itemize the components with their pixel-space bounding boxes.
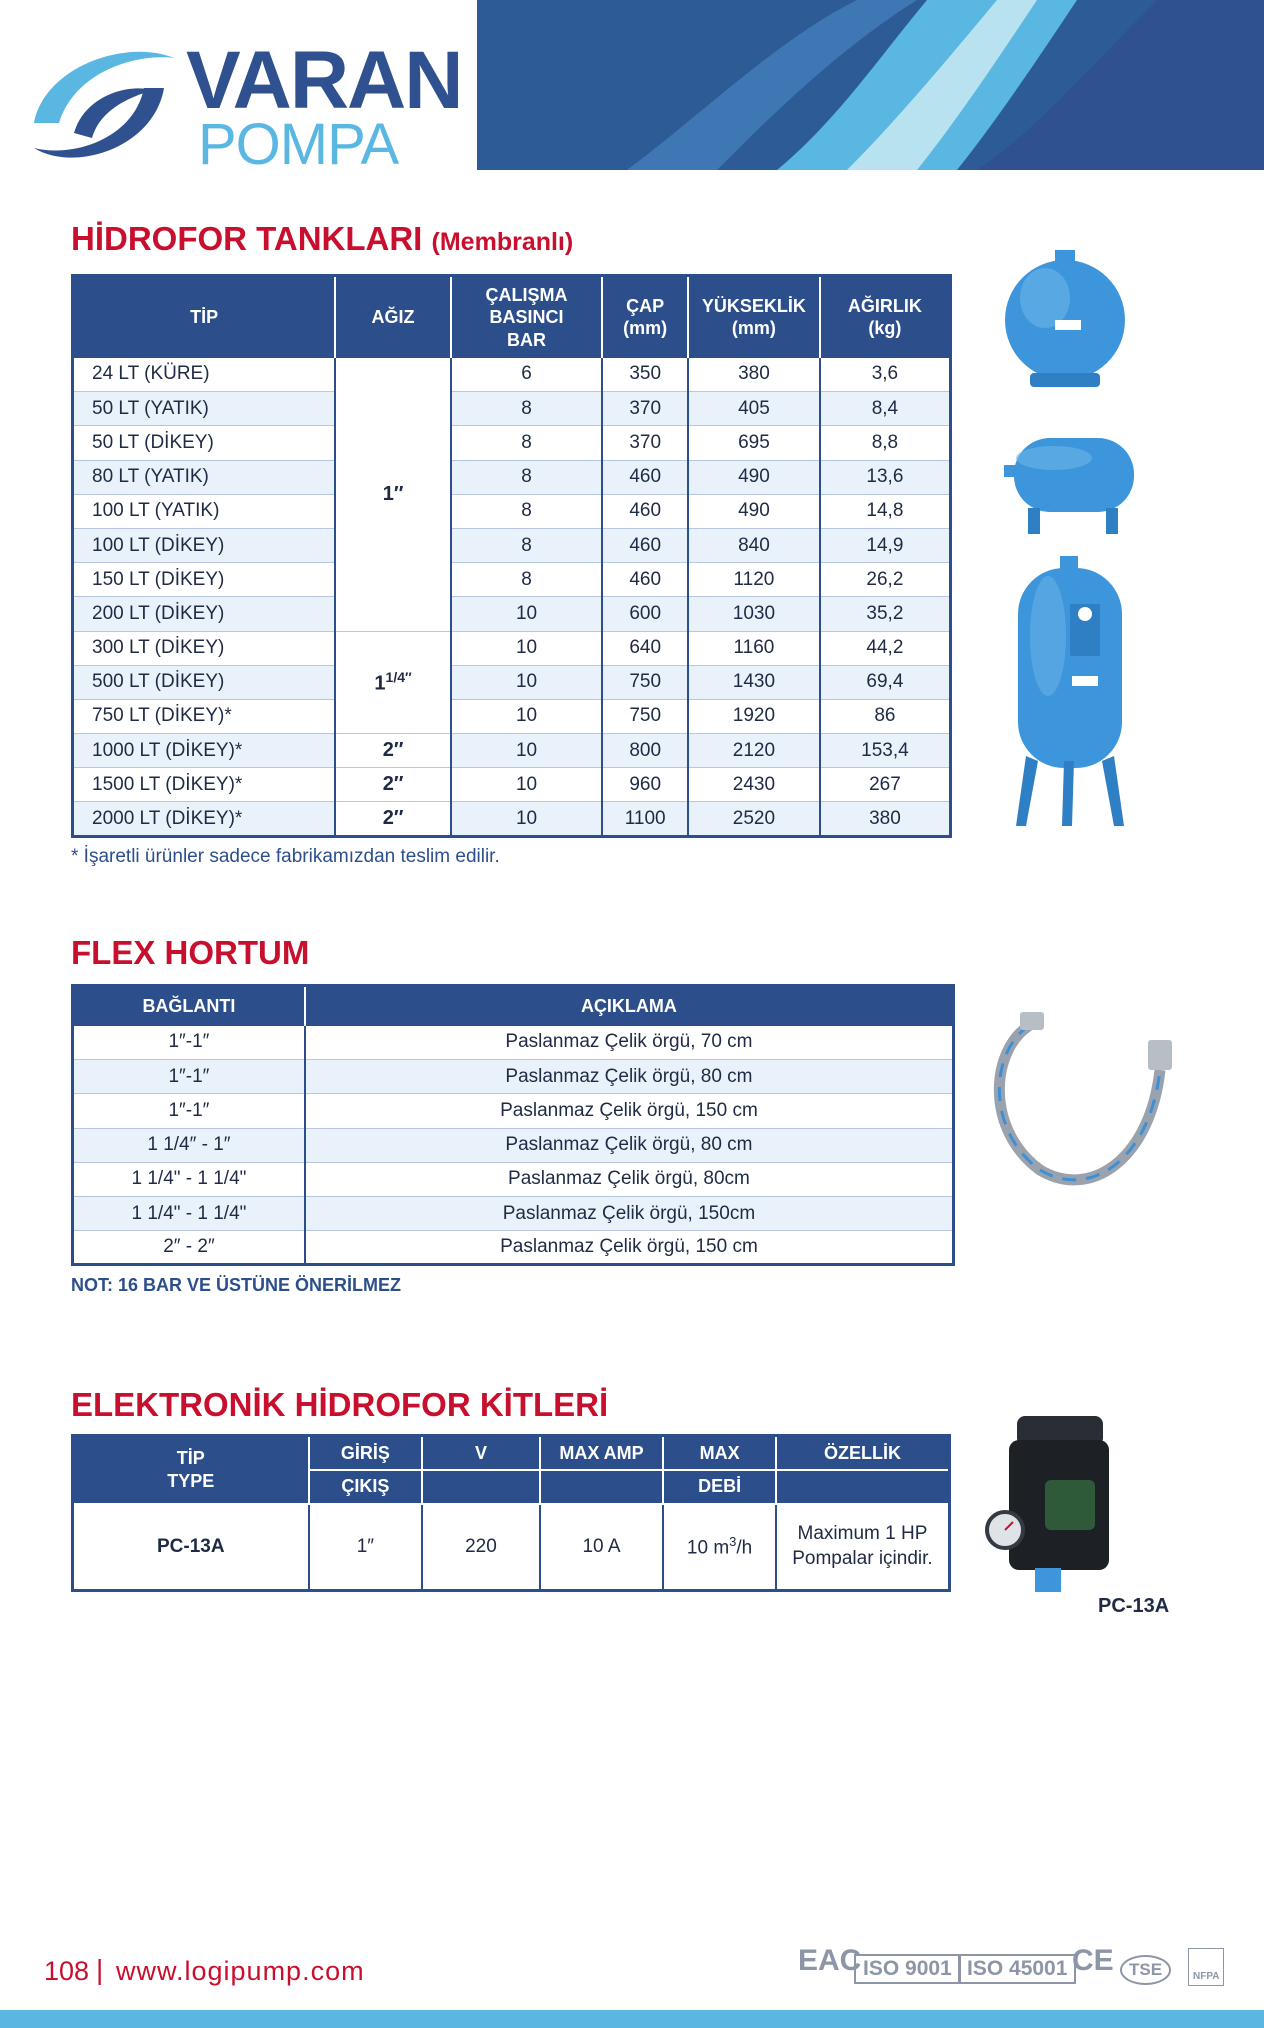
col-ozellik-blank	[776, 1470, 950, 1504]
col-cap	[602, 276, 688, 358]
cell-cap: 460	[602, 528, 688, 562]
cell-bar: 8	[451, 563, 603, 597]
cell-tip: 50 LT (DİKEY)	[73, 426, 336, 460]
ce-mark: CE	[1072, 1944, 1114, 1977]
flex-table	[71, 984, 955, 1266]
table-row	[73, 563, 951, 597]
col-cap-l2: (mm)	[623, 318, 668, 339]
cell-yukseklik: 840	[688, 528, 820, 562]
cell-aciklama: Paslanmaz Çelik örgü, 80cm	[305, 1162, 954, 1196]
cell-bar: 8	[451, 460, 603, 494]
tanks-section-title	[71, 222, 573, 255]
cell-aciklama: Paslanmaz Çelik örgü, 70 cm	[305, 1026, 954, 1060]
cell-cap: 460	[602, 494, 688, 528]
col-yukseklik	[688, 276, 820, 358]
kits-header-row-1	[73, 1436, 950, 1470]
cell-yukseklik: 490	[688, 460, 820, 494]
cell-tip: 500 LT (DİKEY)	[73, 665, 336, 699]
cell-cap: 350	[602, 358, 688, 392]
cell-kit-ozellik	[776, 1504, 950, 1591]
col-cap-l1: ÇAP	[626, 295, 665, 316]
cell-baglanti: 1″-1″	[73, 1026, 305, 1060]
cell-agirlik: 3,6	[820, 358, 951, 392]
horizontal-tank-image	[1004, 420, 1142, 540]
table-row	[73, 392, 951, 426]
cell-baglanti: 1 1/4" - 1 1/4"	[73, 1196, 305, 1230]
cell-agirlik: 8,4	[820, 392, 951, 426]
cell-aciklama: Paslanmaz Çelik örgü, 150cm	[305, 1196, 954, 1230]
col-aciklama: AÇIKLAMA	[305, 986, 954, 1026]
col-agiz: AĞIZ	[335, 276, 450, 358]
tanks-footnote: * İşaretli ürünler sadece fabrikamızdan teslim edilir.	[71, 846, 500, 867]
table-row	[73, 1026, 954, 1060]
cell-bar: 10	[451, 631, 603, 665]
col-yukseklik-l2: (mm)	[731, 318, 776, 339]
cell-cap: 750	[602, 665, 688, 699]
cell-cap: 460	[602, 460, 688, 494]
cell-agirlik: 44,2	[820, 631, 951, 665]
kit-debi-unit: /h	[736, 1537, 753, 1559]
col-max: MAX	[663, 1436, 776, 1470]
table-row	[73, 597, 951, 631]
cell-cap: 750	[602, 699, 688, 733]
bottom-accent-bar	[0, 2010, 1264, 2028]
col-calisma-l3: BAR	[507, 329, 547, 350]
col-v: V	[422, 1436, 540, 1470]
cell-yukseklik: 2520	[688, 802, 820, 836]
cell-kit-v: 220	[422, 1504, 540, 1591]
col-debi: DEBİ	[663, 1470, 776, 1504]
cell-tip: 1500 LT (DİKEY)*	[73, 768, 336, 802]
cell-yukseklik: 1120	[688, 563, 820, 597]
cell-agiz-group-2	[335, 631, 450, 734]
col-agirlik	[820, 276, 951, 358]
col-tip: TİP	[73, 276, 336, 358]
pressure-controller-image	[985, 1410, 1125, 1595]
cell-tip: 100 LT (YATIK)	[73, 494, 336, 528]
cell-tip: 2000 LT (DİKEY)*	[73, 802, 336, 836]
cell-kit-debi	[663, 1504, 776, 1591]
cell-bar: 8	[451, 494, 603, 528]
col-max-amp: MAX AMP	[540, 1436, 664, 1470]
spherical-tank-image	[1000, 248, 1130, 398]
cell-yukseklik: 1160	[688, 631, 820, 665]
flex-note: NOT: 16 BAR VE ÜSTÜNE ÖNERİLMEZ	[71, 1275, 402, 1295]
col-calisma-l2: BASINCI	[489, 307, 564, 327]
cell-agirlik: 13,6	[820, 460, 951, 494]
agiz-group-2-main: 1	[374, 672, 386, 695]
cell-cap: 460	[602, 563, 688, 597]
table-row	[73, 358, 951, 392]
kits-table	[71, 1434, 951, 1592]
cell-agirlik: 14,8	[820, 494, 951, 528]
cell-tip: 80 LT (YATIK)	[73, 460, 336, 494]
col-kit-tip-l2: TYPE	[167, 1470, 215, 1491]
cell-baglanti: 1 1/4" - 1 1/4"	[73, 1162, 305, 1196]
cell-bar: 10	[451, 734, 603, 768]
cell-tip: 200 LT (DİKEY)	[73, 597, 336, 631]
tanks-title: HİDROFOR TANKLARI	[71, 220, 423, 257]
cell-agirlik: 14,9	[820, 528, 951, 562]
cell-bar: 6	[451, 358, 603, 392]
cell-tip: 150 LT (DİKEY)	[73, 563, 336, 597]
cell-agirlik: 153,4	[820, 734, 951, 768]
cell-bar: 8	[451, 392, 603, 426]
flex-hose-image	[980, 1010, 1190, 1195]
tse-mark: TSE	[1120, 1955, 1171, 1985]
cell-tip: 24 LT (KÜRE)	[73, 358, 336, 392]
cell-tip: 300 LT (DİKEY)	[73, 631, 336, 665]
cell-agirlik: 267	[820, 768, 951, 802]
table-row	[73, 802, 951, 836]
cell-cap: 600	[602, 597, 688, 631]
col-giris: GİRİŞ	[309, 1436, 423, 1470]
cell-baglanti: 1″-1″	[73, 1094, 305, 1128]
flex-header-row	[73, 986, 954, 1026]
cell-yukseklik: 1430	[688, 665, 820, 699]
table-row	[73, 734, 951, 768]
cell-bar: 10	[451, 699, 603, 733]
tanks-table	[71, 274, 952, 838]
col-amp-blank	[540, 1470, 664, 1504]
nfpa-mark: NFPA	[1188, 1948, 1224, 1986]
cell-yukseklik: 2430	[688, 768, 820, 802]
col-calisma	[451, 276, 603, 358]
table-row	[73, 1060, 954, 1094]
eac-mark: EAC	[798, 1944, 862, 1977]
cell-yukseklik: 490	[688, 494, 820, 528]
table-row	[73, 1231, 954, 1265]
cell-bar: 10	[451, 665, 603, 699]
col-agirlik-l1: AĞIRLIK	[847, 295, 922, 316]
cell-bar: 10	[451, 768, 603, 802]
cell-yukseklik: 2120	[688, 734, 820, 768]
cell-baglanti: 2″ - 2″	[73, 1231, 305, 1265]
cell-cap: 1100	[602, 802, 688, 836]
brand-name: VARAN	[186, 35, 462, 126]
kit-debi-sup: 3	[729, 1534, 737, 1550]
col-ozellik: ÖZELLİK	[776, 1436, 950, 1470]
cell-aciklama: Paslanmaz Çelik örgü, 80 cm	[305, 1060, 954, 1094]
cell-agiz: 2″	[335, 768, 450, 802]
cell-yukseklik: 695	[688, 426, 820, 460]
header-decorative-band	[477, 0, 1264, 170]
brand-subname: POMPA	[198, 112, 399, 177]
col-cikis: ÇIKIŞ	[309, 1470, 423, 1504]
cell-agirlik: 35,2	[820, 597, 951, 631]
cell-baglanti: 1″-1″	[73, 1060, 305, 1094]
table-row	[73, 1196, 954, 1230]
cell-tip: 1000 LT (DİKEY)*	[73, 734, 336, 768]
kit-ozellik-l2: Pompalar içindir.	[792, 1547, 933, 1569]
footer-url[interactable]: www.logipump.com	[116, 1956, 365, 1986]
col-kit-tip	[73, 1436, 309, 1504]
cell-bar: 8	[451, 426, 603, 460]
tanks-subtitle: (Membranlı)	[431, 228, 574, 256]
col-kit-tip-l1: TİP	[176, 1448, 205, 1469]
col-baglanti: BAĞLANTI	[73, 986, 305, 1026]
flex-section-title: FLEX HORTUM	[71, 934, 310, 971]
table-row	[73, 699, 951, 733]
kit-ozellik-l1: Maximum 1 HP	[797, 1523, 928, 1545]
cell-kit-tip: PC-13A	[73, 1504, 309, 1591]
page-number: 108	[44, 1956, 90, 1986]
cell-agirlik: 26,2	[820, 563, 951, 597]
table-row	[73, 1094, 954, 1128]
cell-cap: 370	[602, 392, 688, 426]
table-row	[73, 1504, 950, 1591]
cell-aciklama: Paslanmaz Çelik örgü, 80 cm	[305, 1128, 954, 1162]
kits-section-title: ELEKTRONİK HİDROFOR KİTLERİ	[71, 1386, 609, 1423]
cell-bar: 8	[451, 528, 603, 562]
cell-agiz-group-1: 1″	[335, 358, 450, 632]
table-row	[73, 528, 951, 562]
cell-bar: 10	[451, 802, 603, 836]
cell-agirlik: 69,4	[820, 665, 951, 699]
cell-agirlik: 86	[820, 699, 951, 733]
footer-separator: |	[96, 1954, 104, 1985]
cell-yukseklik: 1920	[688, 699, 820, 733]
cell-bar: 10	[451, 597, 603, 631]
cell-agiz: 2″	[335, 734, 450, 768]
cell-kit-amp: 10 A	[540, 1504, 664, 1591]
table-row	[73, 631, 951, 665]
cell-yukseklik: 405	[688, 392, 820, 426]
cell-tip: 50 LT (YATIK)	[73, 392, 336, 426]
table-row	[73, 768, 951, 802]
pc13a-caption: PC-13A	[1098, 1595, 1170, 1617]
cell-baglanti: 1 1/4″ - 1″	[73, 1128, 305, 1162]
table-row	[73, 1162, 954, 1196]
iso45001-badge: ISO 45001	[958, 1954, 1076, 1984]
cell-yukseklik: 1030	[688, 597, 820, 631]
table-row	[73, 1128, 954, 1162]
table-row	[73, 426, 951, 460]
col-v-blank	[422, 1470, 540, 1504]
cell-tip: 100 LT (DİKEY)	[73, 528, 336, 562]
cell-yukseklik: 380	[688, 358, 820, 392]
iso9001-badge: ISO 9001	[854, 1954, 961, 1984]
cell-cap: 960	[602, 768, 688, 802]
cell-agirlik: 8,8	[820, 426, 951, 460]
table-row	[73, 665, 951, 699]
kit-debi-value: 10 m	[686, 1537, 730, 1559]
vertical-tank-image	[1010, 556, 1130, 832]
table-row	[73, 494, 951, 528]
cell-aciklama: Paslanmaz Çelik örgü, 150 cm	[305, 1094, 954, 1128]
cell-cap: 800	[602, 734, 688, 768]
col-agirlik-l2: (kg)	[868, 318, 902, 339]
agiz-group-2-sup: 1/4″	[385, 668, 412, 685]
cell-agiz: 2″	[335, 802, 450, 836]
cell-kit-giris: 1″	[309, 1504, 423, 1591]
cell-cap: 370	[602, 426, 688, 460]
tanks-header-row	[73, 276, 951, 358]
cell-cap: 640	[602, 631, 688, 665]
cell-aciklama: Paslanmaz Çelik örgü, 150 cm	[305, 1231, 954, 1265]
col-calisma-l1: ÇALIŞMA	[485, 284, 568, 305]
col-yukseklik-l1: YÜKSEKLİK	[701, 295, 806, 316]
cell-agirlik: 380	[820, 802, 951, 836]
cell-tip: 750 LT (DİKEY)*	[73, 699, 336, 733]
table-row	[73, 460, 951, 494]
